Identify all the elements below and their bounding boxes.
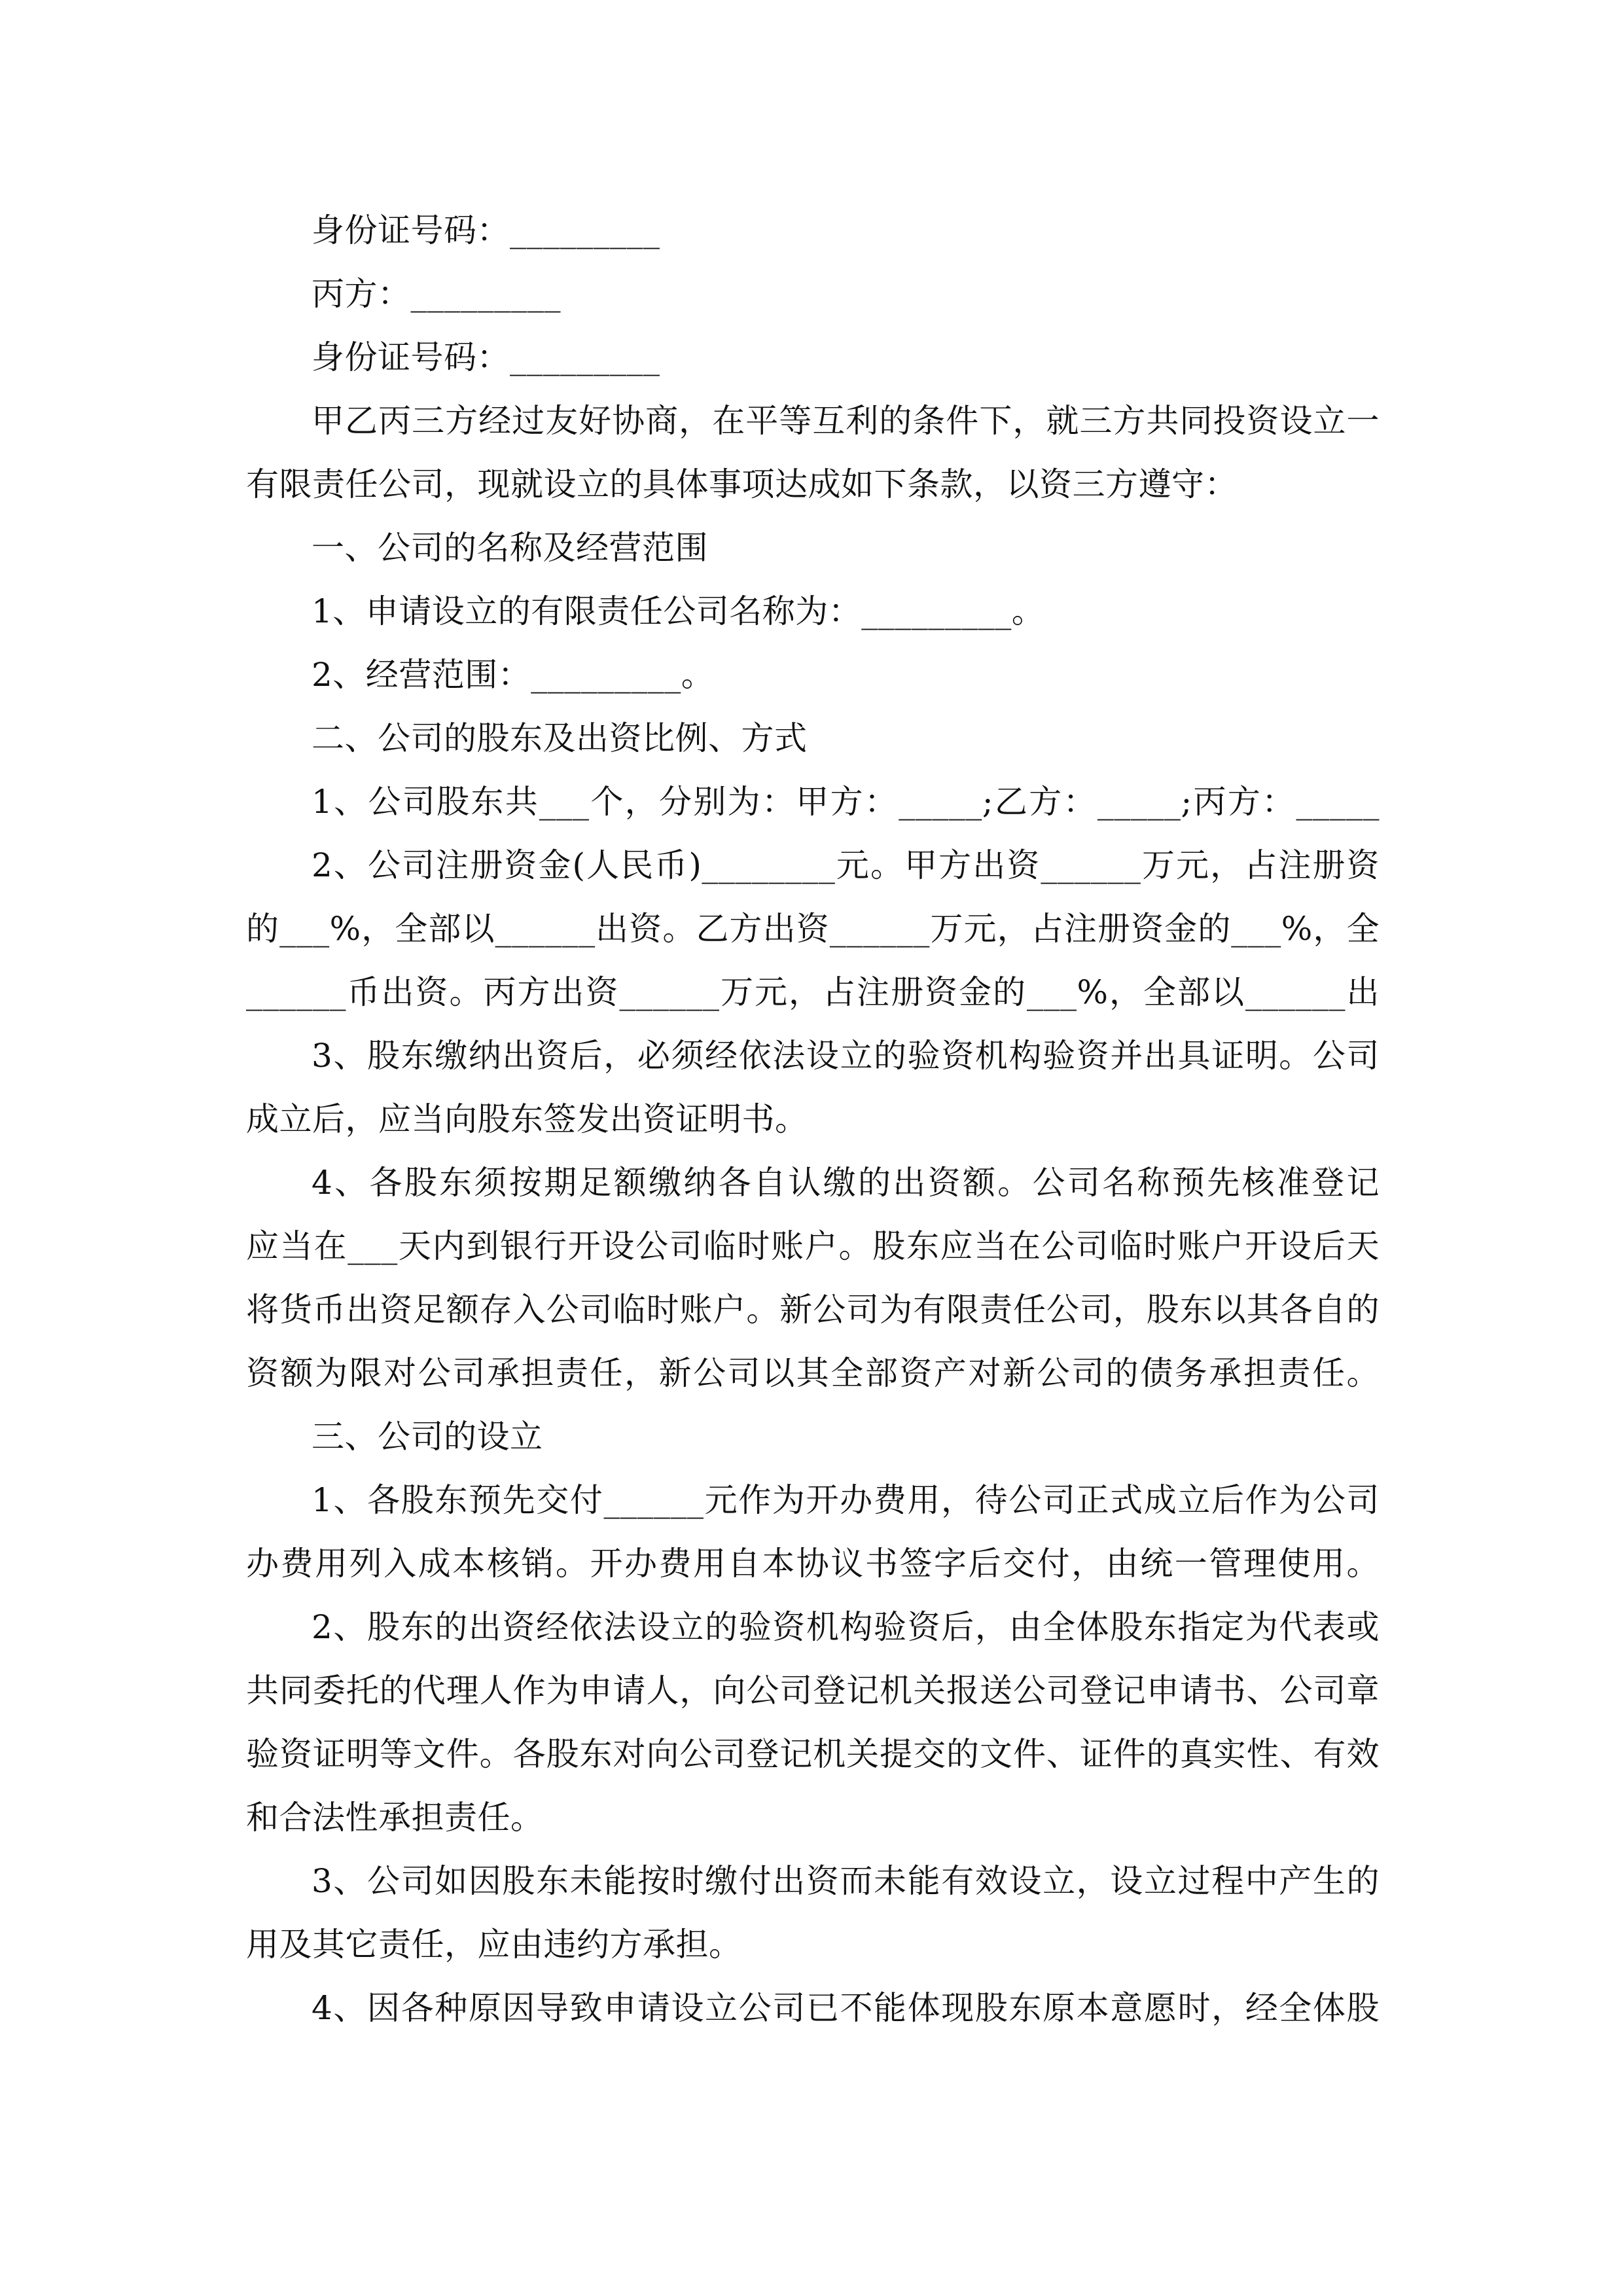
clause-2-1: 1、公司股东共___个，分别为：甲方：_____;乙方：_____;丙方：_____ xyxy=(312,783,1380,821)
clause-3-1-line-2: 办费用列入成本核销。开办费用自本协议书签字后交付，由统一管理使用。 xyxy=(246,1545,1380,1583)
clause-3-2-line-3: 验资证明等文件。各股东对向公司登记机关提交的文件、证件的真实性、有效 xyxy=(246,1735,1380,1773)
section-3-heading: 三、公司的设立 xyxy=(312,1418,543,1456)
clause-1-2: 2、经营范围：_________。 xyxy=(312,656,715,694)
document-body xyxy=(246,199,1380,2040)
section-1-heading: 一、公司的名称及经营范围 xyxy=(312,529,708,567)
id-number-line-2: 身份证号码：_________ xyxy=(312,338,660,376)
party-c-line: 丙方：_________ xyxy=(312,275,561,313)
clause-3-1-line-1: 1、各股东预先交付______元作为开办费用，待公司正式成立后作为公司 xyxy=(312,1481,1380,1519)
clause-3-4-line-1: 4、因各种原因导致申请设立公司已不能体现股东原本意愿时，经全体股 xyxy=(312,1989,1380,2027)
clause-3-2-line-4: 和合法性承担责任。 xyxy=(246,1799,544,1837)
clause-1-1: 1、申请设立的有限责任公司名称为：_________。 xyxy=(312,592,1045,630)
clause-2-2-line-1: 2、公司注册资金(人民币)________元。甲方出资______万元，占注册资 xyxy=(312,846,1380,884)
clause-2-2-line-2: 的___%，全部以______出资。乙方出资______万元，占注册资金的___%，全 xyxy=(246,910,1380,948)
clause-2-4-line-1: 4、各股东须按期足额缴纳各自认缴的出资额。公司名称预先核准登记 xyxy=(312,1164,1380,1202)
id-number-line-1: 身份证号码：_________ xyxy=(312,211,660,249)
clause-2-2-line-3: ______币出资。丙方出资______万元，占注册资金的___%，全部以______出 xyxy=(246,973,1380,1011)
clause-3-3-line-2: 用及其它责任，应由违约方承担。 xyxy=(246,1926,742,1964)
clause-3-2-line-1: 2、股东的出资经依法设立的验资机构验资后，由全体股东指定为代表或 xyxy=(312,1608,1380,1646)
clause-2-4-line-2: 应当在___天内到银行开设公司临时账户。股东应当在公司临时账户开设后天 xyxy=(246,1227,1380,1265)
clause-3-2-line-2: 共同委托的代理人作为申请人，向公司登记机关报送公司登记申请书、公司章 xyxy=(246,1672,1380,1710)
clause-2-3-line-1: 3、股东缴纳出资后，必须经依法设立的验资机构验资并出具证明。公司 xyxy=(312,1037,1380,1075)
preamble-line-2: 有限责任公司，现就设立的具体事项达成如下条款，以资三方遵守： xyxy=(246,465,1238,503)
preamble-line-1: 甲乙丙三方经过友好协商，在平等互利的条件下，就三方共同投资设立一 xyxy=(312,402,1380,440)
clause-3-3-line-1: 3、公司如因股东未能按时缴付出资而未能有效设立，设立过程中产生的 xyxy=(312,1862,1380,1900)
clause-2-3-line-2: 成立后，应当向股东签发出资证明书。 xyxy=(246,1100,808,1138)
section-2-heading: 二、公司的股东及出资比例、方式 xyxy=(312,719,808,757)
clause-2-4-line-3: 将货币出资足额存入公司临时账户。新公司为有限责任公司，股东以其各自的 xyxy=(246,1291,1380,1329)
clause-2-4-line-4: 资额为限对公司承担责任，新公司以其全部资产对新公司的债务承担责任。 xyxy=(246,1354,1380,1392)
